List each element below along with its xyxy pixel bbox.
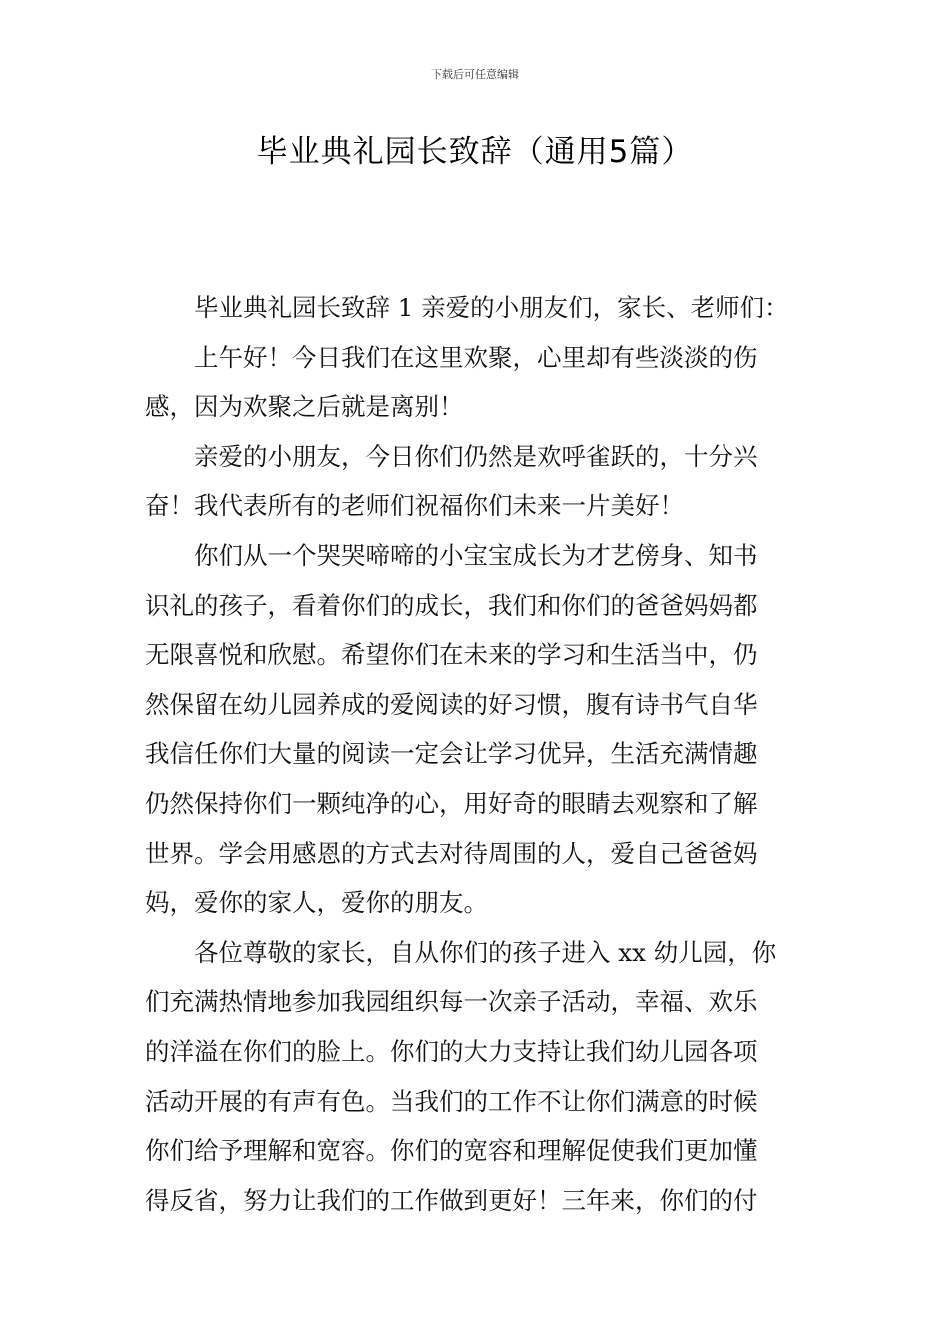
paragraph-line: 奋！我代表所有的老师们祝福你们未来一片美好！ <box>145 491 684 521</box>
paragraph-line: 们充满热情地参加我园组织每一次亲子活动，幸福、欢乐 <box>145 987 758 1017</box>
paragraph-line: 识礼的孩子，看着你们的成长，我们和你们的爸爸妈妈都 <box>145 590 758 620</box>
paragraph-line: 然保留在幼儿园养成的爱阅读的好习惯，腹有诗书气自华 <box>145 689 758 719</box>
paragraph-line: 得反省，努力让我们的工作做到更好！三年来，你们的付 <box>145 1185 758 1215</box>
paragraph-line: 我信任你们大量的阅读一定会让学习优异，生活充满情趣 <box>145 739 758 769</box>
paragraph-line: 上午好！今日我们在这里欢聚，心里却有些淡淡的伤 <box>194 342 758 372</box>
paragraph-line: 世界。学会用感恩的方式去对待周围的人，爱自己爸爸妈 <box>145 838 758 868</box>
paragraph-line: 感，因为欢聚之后就是离别！ <box>145 392 464 422</box>
paragraph-line: 你们给予理解和宽容。你们的宽容和理解促使我们更加懂 <box>145 1136 758 1166</box>
document-body <box>145 283 810 1225</box>
paragraph-5 <box>145 928 810 1226</box>
paragraph-line: 亲爱的小朋友，今日你们仍然是欢呼雀跃的，十分兴 <box>194 441 758 471</box>
document-title: 毕业典礼园长致辞（通用5篇） <box>256 134 694 170</box>
paragraph-2 <box>145 333 810 432</box>
header-note: 下载后可任意编辑 <box>431 68 519 81</box>
paragraph-line: 妈，爱你的家人，爱你的朋友。 <box>145 888 488 918</box>
paragraph-4 <box>145 531 810 928</box>
paragraph-line: 你们从一个哭哭啼啼的小宝宝成长为才艺傍身、知书 <box>194 540 758 570</box>
paragraph-line: 仍然保持你们一颗纯净的心，用好奇的眼睛去观察和了解 <box>145 788 758 818</box>
paragraph-line: 毕业典礼园长致辞 1 亲爱的小朋友们，家长、老师们： <box>194 293 789 322</box>
paragraph-line: 活动开展的有声有色。当我们的工作不让你们满意的时候 <box>145 1086 758 1116</box>
paragraph-3 <box>145 432 810 531</box>
paragraph-1 <box>145 283 810 333</box>
paragraph-line: 无限喜悦和欣慰。希望你们在未来的学习和生活当中，仍 <box>145 640 758 670</box>
paragraph-line: 的洋溢在你们的脸上。你们的大力支持让我们幼儿园各项 <box>145 1036 758 1066</box>
paragraph-line: 各位尊敬的家长，自从你们的孩子进入 xx 幼儿园，你 <box>194 937 777 967</box>
